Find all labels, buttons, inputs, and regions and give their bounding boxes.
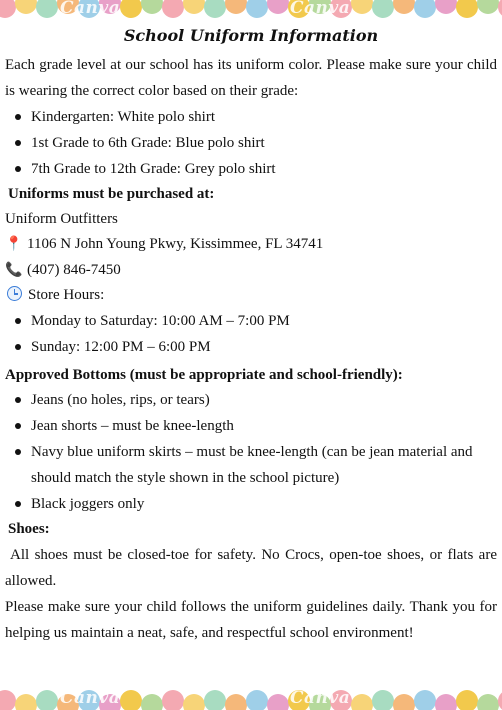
decorative-dot	[372, 690, 394, 710]
canva-watermark: Canva	[290, 0, 351, 18]
decorative-dot	[141, 0, 163, 14]
clock-icon	[7, 286, 22, 301]
bottoms-heading: Approved Bottoms (must be appropriate and school-friendly):	[5, 367, 403, 383]
bottoms-item-jeans: Jeans (no holes, rips, or tears)	[31, 392, 210, 408]
decorative-dot	[162, 690, 184, 710]
decorative-dot	[246, 0, 268, 18]
decorative-dot	[414, 0, 436, 18]
closing-paragraph: Please make sure your child follows the uniform guidelines daily. Thank you for helping us maintain a neat, safe, and respectful school environment!	[5, 599, 497, 641]
decorative-dot	[498, 0, 502, 18]
bullet-dot	[15, 501, 21, 507]
bottoms-item-jean-shorts: Jean shorts – must be knee-length	[31, 418, 234, 434]
grade-item-kindergarten: Kindergarten: White polo shirt	[31, 109, 215, 125]
store-phone-line	[5, 257, 121, 284]
decorative-dot	[435, 0, 457, 14]
shoes-heading: Shoes:	[8, 521, 50, 537]
telephone-icon: 📞	[5, 263, 23, 278]
purchase-heading: Uniforms must be purchased at:	[8, 186, 215, 202]
store-hours-label: Store Hours:	[28, 287, 105, 303]
page-title: School Uniform Information	[123, 26, 379, 45]
top-decorative-border	[0, 0, 502, 24]
decorative-dot	[0, 690, 16, 710]
bullet-dot	[15, 423, 21, 429]
decorative-dot	[120, 0, 142, 18]
store-phone: (407) 846-7450	[27, 262, 121, 278]
hours-item-sunday: Sunday: 12:00 PM – 6:00 PM	[31, 339, 211, 355]
bullet-dot	[15, 318, 21, 324]
decorative-dot	[204, 0, 226, 18]
decorative-dot	[246, 690, 268, 710]
decorative-dot	[204, 690, 226, 710]
grade-item-7-12: 7th Grade to 12th Grade: Grey polo shirt	[31, 161, 276, 177]
decorative-dot	[36, 0, 58, 18]
bullet-dot	[15, 449, 21, 455]
canva-watermark: Canva	[290, 688, 351, 708]
bottom-decorative-border	[0, 686, 502, 710]
shoes-paragraph: All shoes must be closed-toe for safety. No Crocs, open-toe shoes, or flats are allowed.	[5, 547, 497, 589]
grade-item-1-6: 1st Grade to 6th Grade: Blue polo shirt	[31, 135, 265, 151]
decorative-dot	[120, 690, 142, 710]
hours-item-weekdays: Monday to Saturday: 10:00 AM – 7:00 PM	[31, 313, 290, 329]
bullet-dot	[15, 114, 21, 120]
decorative-dot	[0, 0, 16, 18]
bottoms-item-skirts: Navy blue uniform skirts – must be knee-length (can be jean material and should match the style shown in the school picture)	[31, 444, 473, 486]
bullet-dot	[15, 166, 21, 172]
bullet-dot	[15, 344, 21, 350]
decorative-dot	[162, 0, 184, 18]
store-address: 1106 N John Young Pkwy, Kissimmee, FL 34741	[27, 236, 324, 252]
store-address-line	[5, 231, 323, 258]
canva-watermark: Canva	[60, 688, 121, 708]
location-pin-icon: 📍	[5, 237, 23, 252]
decorative-dot	[225, 0, 247, 14]
bottoms-item-joggers: Black joggers only	[31, 496, 145, 512]
bullet-dot	[15, 140, 21, 146]
decorative-dot	[372, 0, 394, 18]
decorative-dot	[267, 0, 289, 14]
decorative-dot	[351, 0, 373, 14]
decorative-dot	[477, 0, 499, 14]
bullet-dot	[15, 397, 21, 403]
decorative-dot	[414, 690, 436, 710]
store-name: Uniform Outfitters	[5, 211, 118, 227]
intro-paragraph: Each grade level at our school has its uniform color. Please make sure your child is wearing the correct color based on their grade:	[5, 57, 497, 99]
canva-watermark: Canva	[60, 0, 121, 18]
decorative-dot	[36, 690, 58, 710]
decorative-dot	[183, 0, 205, 14]
decorative-dot	[456, 0, 478, 18]
decorative-dot	[456, 690, 478, 710]
decorative-dot	[15, 0, 37, 14]
store-hours-line	[5, 282, 104, 308]
decorative-dot	[393, 0, 415, 14]
